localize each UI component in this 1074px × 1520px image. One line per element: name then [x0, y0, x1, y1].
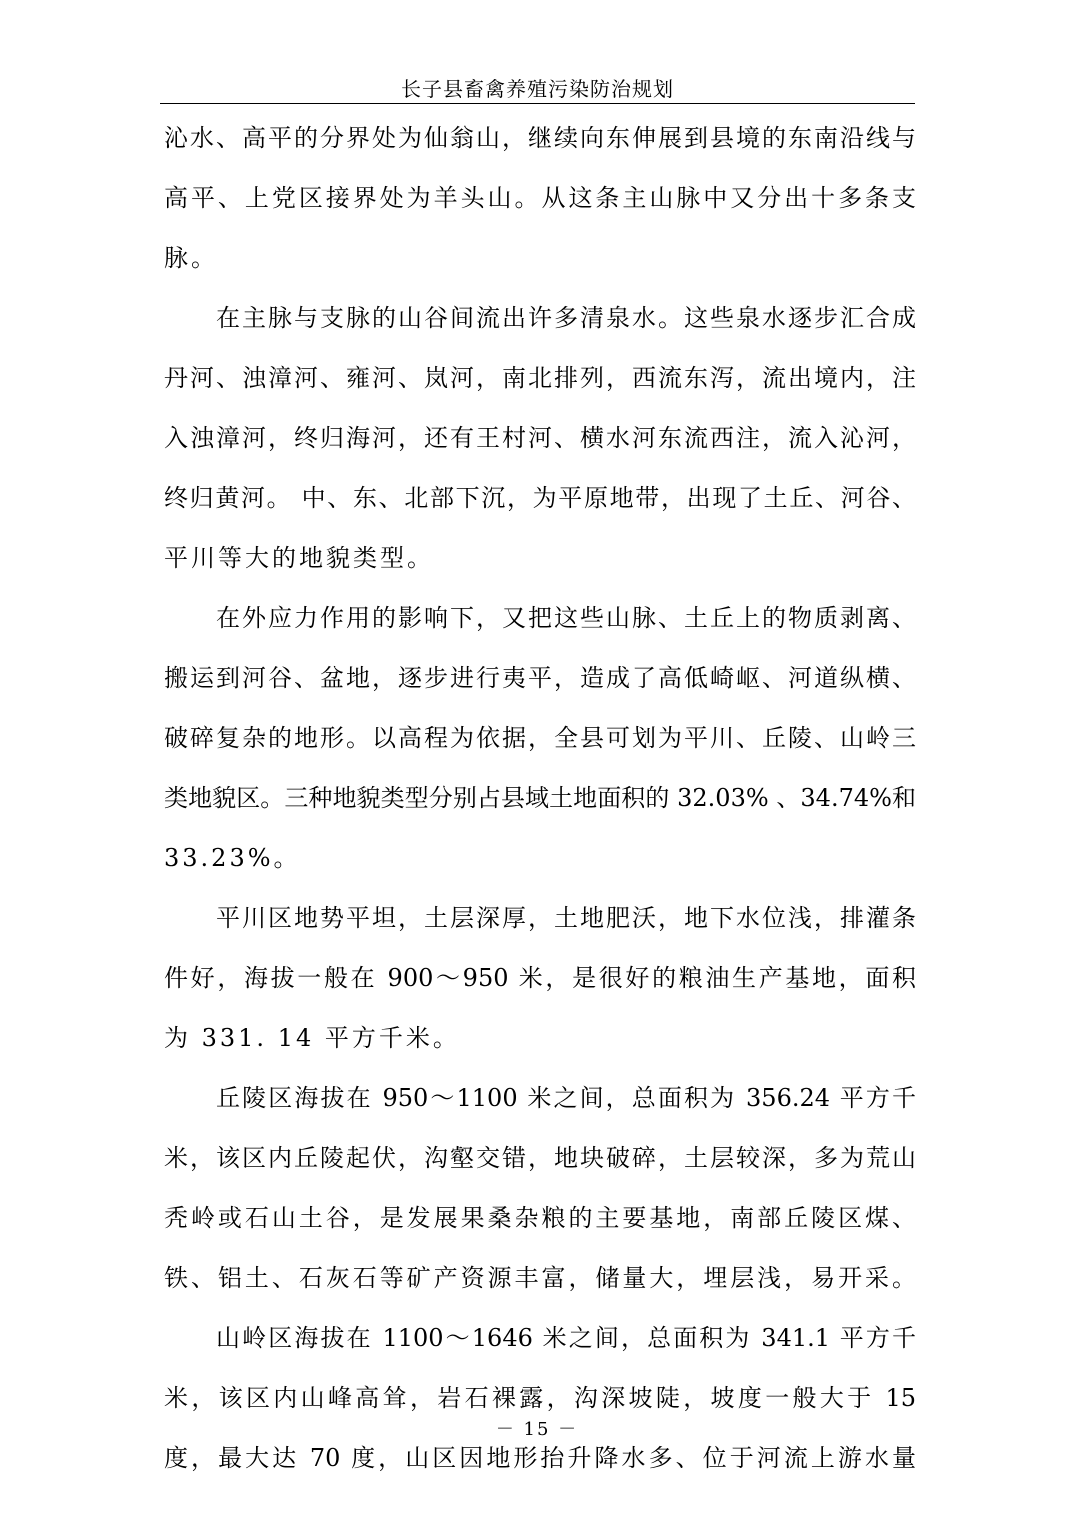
text-line: 秃岭或石山土谷，是发展果桑杂粮的主要基地，南部丘陵区煤、 [164, 1204, 916, 1232]
header-divider [160, 103, 915, 104]
text-line: 破碎复杂的地形。以高程为依据，全县可划为平川、丘陵、山岭三 [164, 724, 916, 752]
body-text [164, 108, 916, 1488]
text-line: 米，该区内丘陵起伏，沟壑交错，地块破碎，土层较深，多为荒山 [164, 1144, 916, 1172]
page-header-title: 长子县畜禽养殖污染防治规划 [401, 77, 674, 101]
text-line: 在外应力作用的影响下，又把这些山脉、土丘上的物质剥离、 [216, 604, 916, 632]
text-line: 沁水、高平的分界处为仙翁山，继续向东伸展到县境的东南沿线与 [164, 124, 916, 152]
paragraph [164, 588, 916, 888]
text-line: 在主脉与支脉的山谷间流出许多清泉水。这些泉水逐步汇合成 [216, 304, 916, 332]
text-line: 平川等大的地貌类型。 [164, 544, 434, 572]
text-line: 为 331. 14 平方千米。 [164, 1024, 460, 1052]
text-line: 终归黄河。 中、东、北部下沉，为平原地带，出现了土丘、河谷、 [164, 484, 916, 512]
text-line: 丘陵区海拔在 950～1100 米之间，总面积为 356.24 平方千 [216, 1084, 916, 1112]
text-line: 件好，海拔一般在 900～950 米，是很好的粮油生产基地，面积 [164, 964, 916, 992]
text-line: 度，最大达 70 度，山区因地形抬升降水多、位于河流上游水量 [164, 1444, 916, 1472]
text-line: 米，该区内山峰高耸，岩石裸露，沟深坡陡，坡度一般大于 15 [164, 1384, 916, 1412]
page-number: － 15 － [495, 1419, 579, 1440]
text-line: 平川区地势平坦，土层深厚，土地肥沃，地下水位浅，排灌条 [216, 904, 916, 932]
text-line: 丹河、浊漳河、雍河、岚河，南北排列，西流东泻，流出境内，注 [164, 364, 916, 392]
paragraph [164, 108, 916, 288]
text-line: 搬运到河谷、盆地，逐步进行夷平，造成了高低崎岖、河道纵横、 [164, 664, 916, 692]
text-line: 山岭区海拔在 1100～1646 米之间，总面积为 341.1 平方千 [216, 1324, 916, 1352]
text-line: 33.23%。 [164, 844, 301, 872]
paragraph [164, 888, 916, 1068]
text-line: 铁、铝土、石灰石等矿产资源丰富，储量大，埋层浅，易开采。 [164, 1264, 916, 1292]
text-line: 脉。 [164, 244, 218, 272]
text-line: 类地貌区。三种地貌类型分别占县域土地面积的 32.03% 、34.74%和 [164, 784, 916, 812]
paragraph [164, 288, 916, 588]
paragraph [164, 1308, 916, 1488]
paragraph [164, 1068, 916, 1308]
text-line: 高平、上党区接界处为羊头山。从这条主山脉中又分出十多条支 [164, 184, 916, 212]
text-line: 入浊漳河，终归海河，还有王村河、横水河东流西注，流入沁河， [164, 424, 916, 452]
